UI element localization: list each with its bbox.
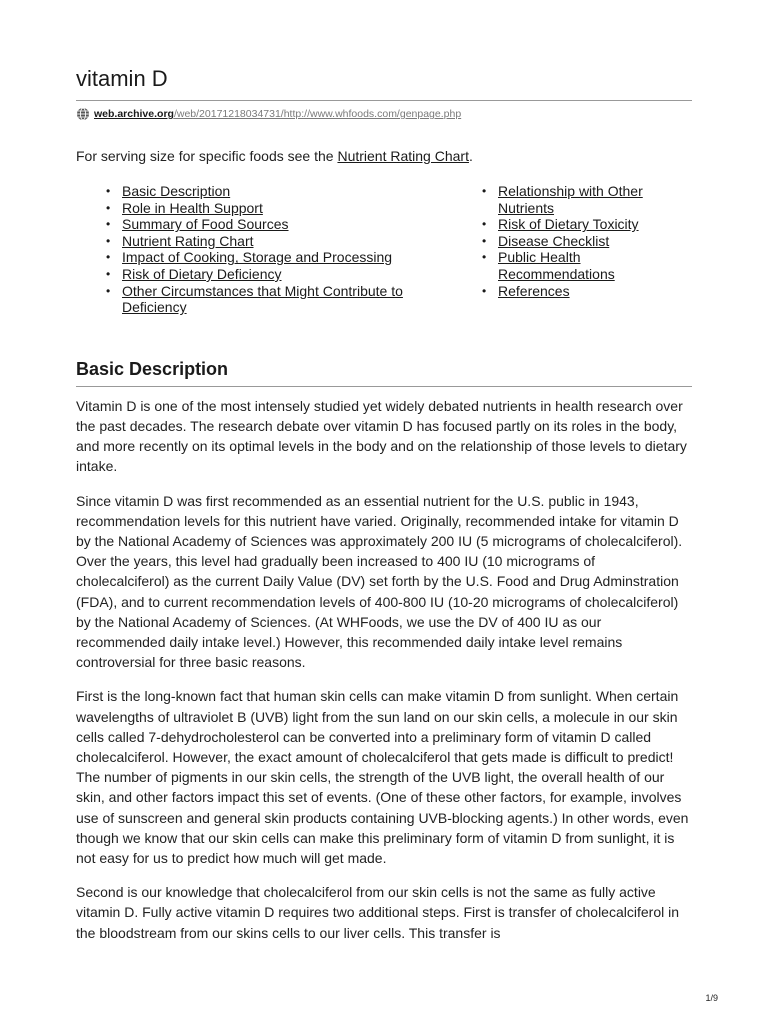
toc-link-public-health-recommendations[interactable]: Public Health Recommendations (498, 249, 615, 282)
toc-left-column (76, 183, 452, 316)
body-paragraph: Second is our knowledge that cholecalciferol from our skin cells is not the same as fully active vitamin D. Fully active vitamin D requires two additional steps. First is transfer of cholecalciferol in the bloodstream from our skins cells to our liver cells. This transfer is (76, 884, 679, 941)
toc-item (76, 283, 452, 316)
page-number: 1/9 (705, 993, 718, 1003)
page-title: vitamin D (76, 0, 692, 101)
globe-icon (76, 107, 90, 121)
document-page (76, 0, 692, 943)
toc-item (76, 200, 452, 217)
toc-item (76, 183, 452, 200)
toc-item (452, 216, 652, 233)
toc-item (452, 183, 652, 216)
body-paragraph: First is the long-known fact that human skin cells can make vitamin D from sunlight. When certain wavelengths of ultraviolet B (UVB) light from the sun land on our skin cells, a molecule in our skin cells called 7-dehydrocholesterol can be converted into a preliminary form of vitamin D called cholecalciferol. However, the exact amount of cholecalciferol that gets made is difficult to predict! The number of pigments in our skin cells, the strength of the UVB light, the overall health of our skin, and other factors impact this set of events. (One of these other factors, for example, involves use of sunscreen and general skin products containing UVB-blocking agents.) In other words, even though we know that our skin cells can make this preliminary form of vitamin D from sunlight, it is not easy for us to predict how much will get made. (76, 688, 689, 867)
toc-link-summary-of-food-sources[interactable]: Summary of Food Sources (122, 216, 289, 233)
toc-item (76, 266, 452, 283)
toc-link-role-in-health-support[interactable]: Role in Health Support (122, 199, 263, 216)
section-heading: Basic Description (76, 358, 692, 387)
source-domain-link[interactable]: web.archive.org (94, 108, 174, 120)
toc-link-risk-of-dietary-deficiency[interactable]: Risk of Dietary Deficiency (122, 265, 282, 282)
toc-link-basic-description[interactable]: Basic Description (122, 183, 231, 199)
toc-item (76, 216, 452, 233)
toc-link-relationship-with-other-nutrients[interactable]: Relationship with Other Nutrients (498, 183, 643, 216)
nutrient-rating-chart-link[interactable]: Nutrient Rating Chart (337, 148, 469, 164)
source-url (76, 107, 692, 121)
body-paragraph: Since vitamin D was first recommended as an essential nutrient for the U.S. public in 1943, recommendation levels for this nutrient have varied. Originally, recommended intake for vitamin D by the National Academy of Sciences was approximately 200 IU (5 micrograms of cholecalciferol). Over the years, this level had gradually been increased to 400 IU (10 micrograms of cholecalciferol) as the current Daily Value (DV) set forth by the U.S. Food and Drug Adminstration (FDA), and to current recommendation levels of 400-800 IU (10-20 micrograms of cholecalciferol) by the National Academy of Sciences. (At WHFoods, we use the DV of 400 IU as our recommended daily intake level.) However, this recommended daily intake level remains controversial for three basic reasons. (76, 492, 683, 671)
toc-link-references[interactable]: References (498, 282, 570, 299)
toc-item (452, 249, 652, 282)
intro-text (76, 147, 692, 165)
toc-link-other-circumstances[interactable]: Other Circumstances that Might Contribute to Deficiency (122, 282, 403, 316)
toc-link-nutrient-rating-chart[interactable]: Nutrient Rating Chart (122, 232, 254, 249)
intro-suffix: . (468, 148, 473, 164)
toc-item (452, 233, 652, 250)
toc-link-risk-of-dietary-toxicity[interactable]: Risk of Dietary Toxicity (498, 216, 639, 233)
toc-link-impact-of-cooking[interactable]: Impact of Cooking, Storage and Processing (122, 249, 393, 266)
body-paragraph: Vitamin D is one of the most intensely studied yet widely debated nutrients in health research over the past decades. The research debate over vitamin D has focused partly on its roles in the body, and more recently on its optimal levels in the body and on the relationship of those levels to dietary intake. (76, 397, 687, 475)
table-of-contents (76, 183, 692, 316)
toc-right-column (452, 183, 652, 316)
source-path-link[interactable]: /web/20171218034731/http://www.whfoods.com/genpage.php (173, 108, 462, 120)
toc-link-disease-checklist[interactable]: Disease Checklist (498, 232, 610, 249)
toc-item (452, 283, 652, 300)
intro-prefix: For serving size for specific foods see the (76, 148, 338, 164)
toc-item (76, 249, 452, 266)
toc-item (76, 233, 452, 250)
